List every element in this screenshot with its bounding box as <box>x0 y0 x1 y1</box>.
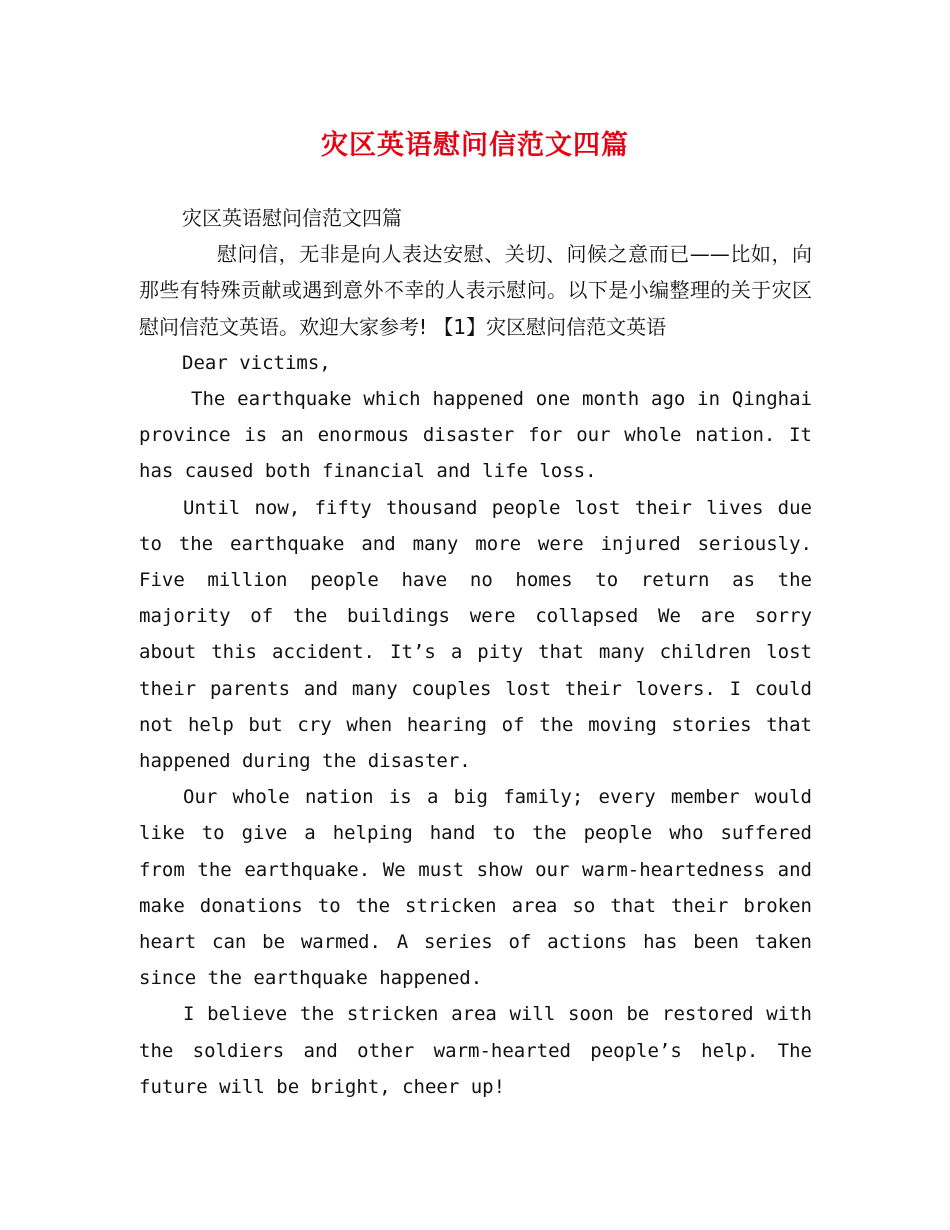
intro-paragraph: 慰问信，无非是向人表达安慰、关切、问候之意而已——比如，向那些有特殊贡献或遇到意外不幸的人表示慰问。以下是小编整理的关于灾区慰问信范文英语。欢迎大家参考! 【1】灾区慰问信范文英语 <box>139 242 812 339</box>
body-paragraph: Our whole nation is a big family; every member would like to give a helping hand to the people who suffered from the earthquake. We must show our warm-heartedness and make donations to the stricken area so that their broken heart can be warmed. A series of actions has been taken since the earthquake happened. <box>139 786 812 990</box>
body-paragraph: Until now, fifty thousand people lost their lives due to the earthquake and many more were injured seriously. Five million people have no homes to return as the majority of the buildings were collapsed We are sorry about this accident. It’s a pity that many children lost their parents and many couples lost their lovers. I could not help but cry when hearing of the moving stories that happened during the disaster. <box>139 496 812 773</box>
document-title: 灾区英语慰问信范文四篇 <box>321 130 629 161</box>
body-paragraph: The earthquake which happened one month ago in Qinghai province is an enormous disaster for our whole nation. It has caused both financial and life loss. <box>139 388 812 483</box>
document-subtitle: 灾区英语慰问信范文四篇 <box>182 206 402 230</box>
document-body <box>139 200 812 1105</box>
body-paragraph: I believe the stricken area will soon be restored with the soldiers and other warm-hearted people’s help. The future will be bright, cheer up! <box>139 1003 812 1098</box>
letter-salutation: Dear victims, <box>182 351 331 374</box>
